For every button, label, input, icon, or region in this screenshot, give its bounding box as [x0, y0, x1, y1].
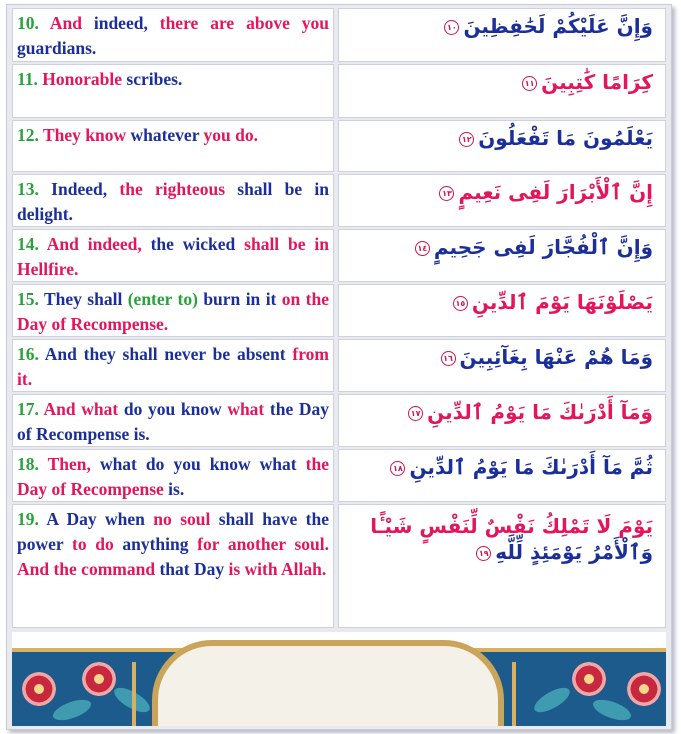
translation-segment: They shall	[43, 289, 123, 309]
ayah-marker-icon: ١١	[522, 76, 537, 91]
translation-segment: shall be in Hellfire.	[17, 234, 329, 279]
translation-segment: And they shall never be absent	[44, 344, 286, 364]
translation-segment: And indeed,	[46, 234, 142, 254]
translation-segment: to do	[63, 534, 114, 554]
translation-segment: the wicked	[141, 234, 236, 254]
translation-segment: anything	[113, 534, 189, 554]
english-cell	[12, 8, 334, 62]
arabic-cell	[338, 504, 666, 628]
english-cell	[12, 120, 334, 172]
verse-translation	[17, 507, 329, 582]
verse-row	[12, 339, 666, 392]
verse-translation	[17, 287, 329, 337]
translation-segment: do you know	[118, 399, 222, 419]
english-cell	[12, 64, 334, 118]
translation-segment: And what	[43, 399, 119, 419]
verse-row	[12, 504, 666, 628]
verse-row	[12, 394, 666, 447]
translation-segment: you do.	[199, 125, 258, 145]
verse-number: 19.	[17, 509, 47, 529]
verse-number: 12.	[17, 125, 43, 145]
translation-segment: shall be in delight.	[17, 179, 330, 224]
arabic-verse: إِنَّ ٱلْأَبْرَارَ لَفِى نَعِيمٍ١٣	[439, 179, 653, 205]
verse-number: 15.	[17, 289, 44, 309]
arabic-cell	[338, 120, 666, 172]
translation-segment: what	[221, 399, 265, 419]
translation-segment: guardians.	[17, 38, 97, 58]
arabic-verse: وَمَآ أَدْرَىٰكَ مَا يَوْمُ ٱلدِّينِ١٧	[408, 399, 653, 425]
verse-number: 18.	[17, 454, 48, 474]
english-cell	[12, 394, 334, 447]
translation-segment: (enter to)	[122, 289, 198, 309]
arabic-verse: يَوْمَ لَا تَمْلِكُ نَفْسٌ لِّنَفْسٍ شَيْـًٔا وَٱلْأَمْرُ يَوْمَئِذٍ لِّلَّهِ١٩	[370, 514, 653, 564]
verse-number: 16.	[17, 344, 45, 364]
verse-number: 10.	[17, 13, 50, 33]
translation-segment: whatever	[126, 125, 200, 145]
verse-row	[12, 284, 666, 337]
ayah-marker-icon: ١٣	[439, 186, 454, 201]
translation-segment: the righteous	[107, 179, 226, 199]
verse-number: 11.	[17, 69, 43, 89]
verse-translation	[17, 452, 329, 502]
verse-row	[12, 64, 666, 118]
arabic-cell	[338, 174, 666, 227]
ayah-marker-icon: ١٤	[415, 241, 430, 256]
translation-segment: the Day of Recompense	[17, 454, 329, 499]
ayah-marker-icon: ١٧	[408, 406, 423, 421]
decorative-border	[12, 632, 666, 726]
verse-translation	[17, 232, 329, 282]
arabic-cell	[338, 284, 666, 337]
verse-translation	[17, 397, 329, 447]
flower-ornament	[572, 662, 606, 696]
verse-translation	[17, 123, 329, 148]
english-cell	[12, 174, 334, 227]
english-cell	[12, 284, 334, 337]
translation-segment: shall have the power	[17, 509, 329, 554]
arabic-verse: وَمَا هُمْ عَنْهَا بِغَآئِبِينَ١٦	[441, 344, 653, 370]
translation-segment: is.	[163, 479, 185, 499]
translation-segment: there are above you	[147, 13, 329, 33]
verse-translation	[17, 342, 329, 392]
arabic-verse: يَصْلَوْنَهَا يَوْمَ ٱلدِّينِ١٥	[453, 289, 653, 315]
translation-segment: And	[49, 13, 82, 33]
translation-segment: for another soul.	[188, 534, 330, 554]
flower-ornament	[627, 672, 661, 706]
verse-number: 14.	[17, 234, 47, 254]
verse-number: 13.	[17, 179, 52, 199]
english-cell	[12, 504, 334, 628]
translation-segment: no soul	[144, 509, 211, 529]
flower-ornament	[22, 672, 56, 706]
translation-segment: indeed,	[81, 13, 148, 33]
ayah-marker-icon: ١٢	[459, 132, 474, 147]
translation-segment: what	[250, 454, 297, 474]
translation-segment: the Day of Recompense is.	[17, 399, 329, 444]
arabic-cell	[338, 229, 666, 282]
english-cell	[12, 339, 334, 392]
english-cell	[12, 449, 334, 502]
arch-ornament	[152, 640, 504, 726]
translation-segment: scribes.	[122, 69, 183, 89]
arabic-verse: كِرَامًا كَٰتِبِينَ١١	[522, 69, 653, 95]
translation-segment: that Day	[155, 559, 225, 579]
verse-translation	[17, 177, 329, 227]
translation-segment: is with	[224, 559, 278, 579]
translation-segment: from it.	[17, 344, 329, 389]
translation-segment: Allah.	[277, 559, 327, 579]
verse-row	[12, 449, 666, 502]
translation-segment: Then,	[47, 454, 91, 474]
english-cell	[12, 229, 334, 282]
translation-segment: They know	[42, 125, 127, 145]
arabic-verse: وَإِنَّ عَلَيْكُمْ لَحَٰفِظِينَ١٠	[444, 13, 653, 39]
verse-row	[12, 8, 666, 62]
verse-translation	[17, 67, 329, 92]
translation-segment: what do you know	[90, 454, 251, 474]
translation-segment: burn in it	[197, 289, 277, 309]
verse-row	[12, 120, 666, 172]
verse-row	[12, 229, 666, 282]
verse-table	[12, 8, 666, 632]
arabic-verse: ثُمَّ مَآ أَدْرَىٰكَ مَا يَوْمُ ٱلدِّينِ١٨	[390, 454, 653, 480]
verse-translation	[17, 11, 329, 61]
arabic-cell	[338, 394, 666, 447]
arabic-verse: يَعْلَمُونَ مَا تَفْعَلُونَ١٢	[459, 125, 653, 151]
translation-segment: Honorable	[42, 69, 123, 89]
ayah-marker-icon: ١٦	[441, 351, 456, 366]
translation-segment: Indeed,	[51, 179, 108, 199]
ayah-marker-icon: ١٨	[390, 461, 405, 476]
ayah-marker-icon: ١٠	[444, 20, 459, 35]
flower-ornament	[82, 662, 116, 696]
arabic-cell	[338, 339, 666, 392]
arabic-cell	[338, 449, 666, 502]
verse-row	[12, 174, 666, 227]
translation-segment: on the Day of Recompense.	[17, 289, 330, 334]
arabic-verse: وَإِنَّ ٱلْفُجَّارَ لَفِى جَحِيمٍ١٤	[415, 234, 653, 260]
verse-number: 17.	[17, 399, 44, 419]
ayah-marker-icon: ١٩	[476, 546, 491, 561]
translation-segment: And the command	[17, 559, 156, 579]
arabic-cell	[338, 8, 666, 62]
arabic-cell	[338, 64, 666, 118]
translation-segment: A Day when	[46, 509, 145, 529]
ayah-marker-icon: ١٥	[453, 296, 468, 311]
